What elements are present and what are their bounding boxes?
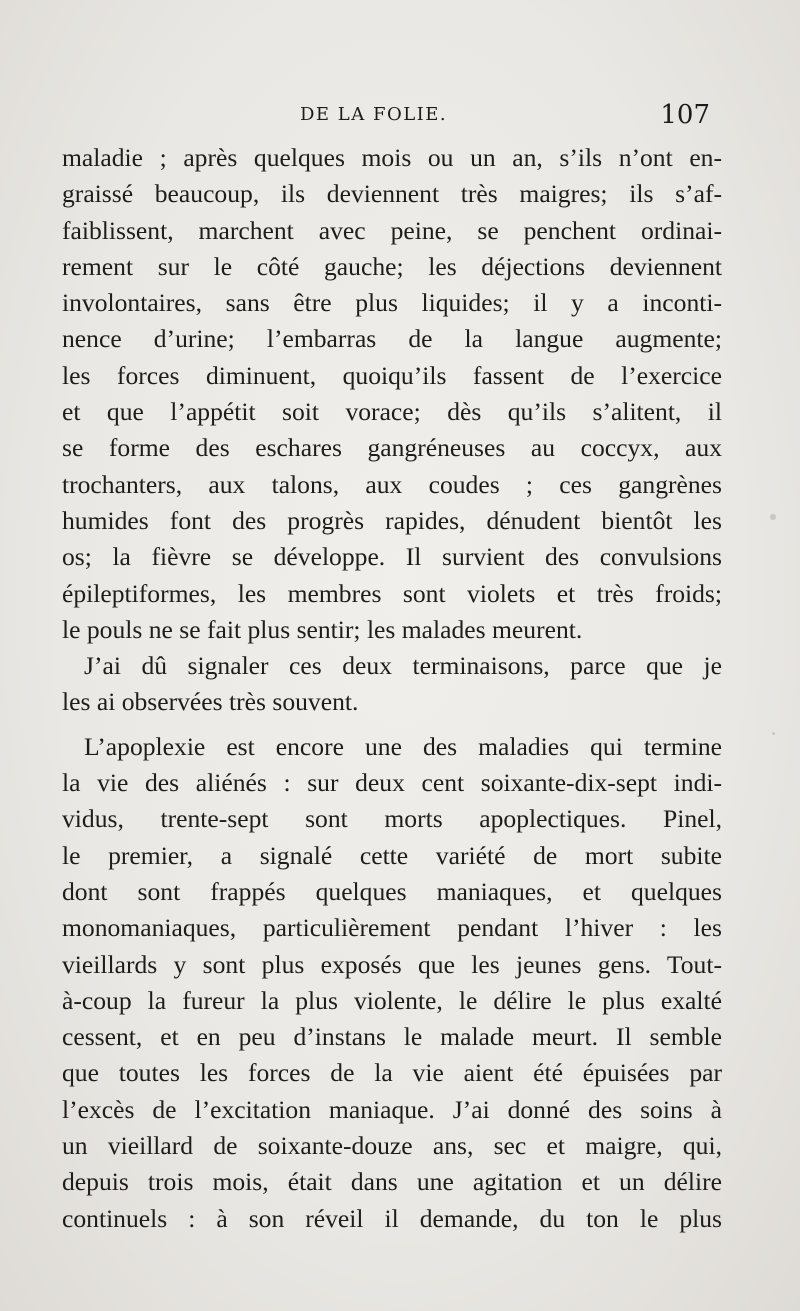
text-line: monomaniaques, particulièrement pendant l’hiver : les: [62, 913, 722, 943]
text-line: le premier, a signalé cette variété de mort subite: [62, 840, 722, 870]
text-line: J’ai dû signaler ces deux terminaisons, parce que je: [84, 651, 722, 681]
text-line: graissé beaucoup, ils deviennent très maigres; ils s’af-: [62, 179, 722, 209]
text-line: humides font des progrès rapides, dénudent bientôt les: [62, 505, 722, 535]
paragraph-1: [62, 140, 722, 648]
paper-speck: [770, 514, 776, 520]
text-line: épileptiformes, les membres sont violets et très froids;: [62, 578, 722, 608]
text-line: et que l’appétit soit vorace; dès qu’ils s’alitent, il: [62, 397, 722, 427]
paragraph-3: [62, 729, 722, 1237]
text-line: la vie des aliénés : sur deux cent soixante-dix-sept indi-: [62, 768, 722, 798]
text-line: trochanters, aux talons, aux coudes ; ces gangrènes: [62, 469, 722, 499]
text-line: depuis trois mois, était dans une agitation et un délire: [62, 1167, 722, 1197]
text-line: rement sur le côté gauche; les déjections deviennent: [62, 251, 722, 281]
text-line: L’apoplexie est encore une des maladies qui termine: [84, 731, 722, 761]
text-line: maladie ; après quelques mois ou un an, s’ils n’ont en-: [62, 143, 722, 172]
body-text: [62, 140, 722, 1237]
text-line: l’excès de l’excitation maniaque. J’ai donné des soins à: [62, 1094, 722, 1124]
text-line: continuels : à son réveil il demande, du ton le plus: [62, 1203, 722, 1233]
paragraph-gap: [62, 721, 722, 729]
text-line: os; la fièvre se développe. Il survient des convulsions: [62, 542, 722, 572]
text-line: le pouls ne se fait plus sentir; les malades meurent.: [62, 614, 583, 644]
running-head-title: DE LA FOLIE.: [300, 104, 448, 125]
text-line: dont sont frappés quelques maniaques, et quelques: [62, 876, 722, 906]
text-line: vieillards y sont plus exposés que les jeunes gens. Tout-: [62, 949, 722, 979]
text-line: que toutes les forces de la vie aient été épuisées par: [62, 1058, 722, 1088]
text-line: vidus, trente-sept sont morts apoplectiques. Pinel,: [62, 804, 722, 834]
text-line: à-coup la fureur la plus violente, le délire le plus exalté: [62, 985, 722, 1015]
text-line: involontaires, sans être plus liquides; il y a inconti-: [62, 288, 722, 318]
text-line: nence d’urine; l’embarras de la langue augmente;: [62, 324, 722, 354]
text-line: un vieillard de soixante-douze ans, sec et maigre, qui,: [62, 1131, 722, 1161]
text-line: les ai observées très souvent.: [62, 687, 359, 717]
paper-speck: [772, 732, 775, 735]
text-line: les forces diminuent, quoiqu’ils fassent de l’exercice: [62, 360, 722, 390]
paragraph-2: [62, 648, 722, 721]
text-line: cessent, et en peu d’instans le malade meurt. Il semble: [62, 1022, 722, 1052]
page-number: 107: [660, 100, 710, 130]
text-line: se forme des eschares gangréneuses au coccyx, aux: [62, 433, 722, 463]
text-line: faiblissent, marchent avec peine, se penchent ordinai-: [62, 215, 722, 245]
running-head: [60, 100, 710, 134]
